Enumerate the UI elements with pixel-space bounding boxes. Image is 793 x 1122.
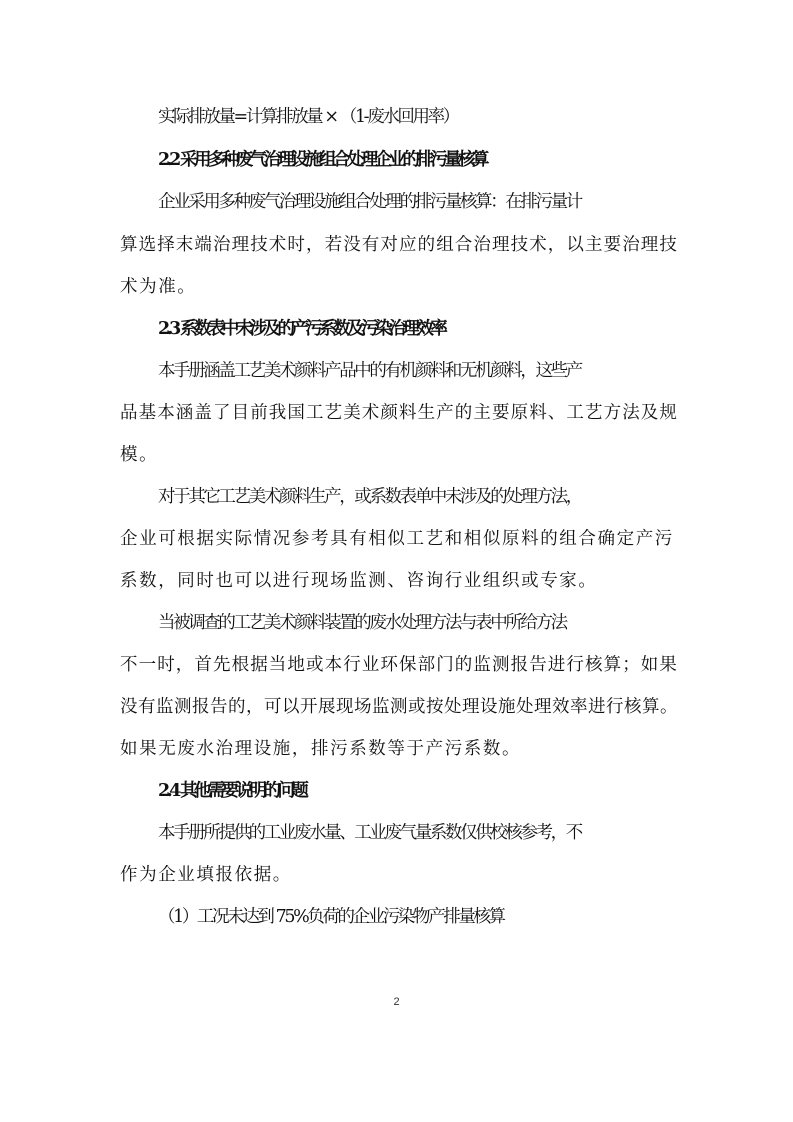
paragraph-line: 作为企业填报依据。	[120, 865, 292, 885]
page-number: 2	[393, 996, 400, 1008]
paragraph-line: 模。	[120, 445, 159, 465]
paragraph-line: 企业采用多种废气治理设施组合处理的排污量核算：在排污量计	[158, 192, 581, 212]
section-heading-2-4: 2.4 其他需要说明的问题	[158, 781, 306, 801]
paragraph-line: 如果无废水治理设施，排污系数等于产污系数。	[120, 739, 522, 759]
section-heading-2-3: 2.3 系数表中未涉及的产污系数及污染治理效率	[158, 319, 445, 339]
paragraph-line: 企业可根据实际情况参考具有相似工艺和相似原料的组合确定产污	[120, 529, 674, 549]
formula-line: 实际排放量=计算排放量 × （1-废水回用率）	[158, 107, 458, 127]
paragraph-line: 本手册涵盖工艺美术颜料产品中的有机颜料和无机颜料，这些产	[158, 361, 581, 381]
list-item-line: （1）工况未达到 75%负荷的企业污染物产排量核算	[158, 907, 504, 927]
paragraph-line: 对于其它工艺美术颜料生产，或系数表单中未涉及的处理方法，	[158, 487, 581, 507]
paragraph-line: 当被调查的工艺美术颜料装置的废水处理方法与表中所给方法	[158, 613, 566, 633]
section-heading-2-2: 2.2 采用多种废气治理设施组合处理企业的排污量核算	[158, 150, 486, 170]
paragraph-line: 品基本涵盖了目前我国工艺美术颜料生产的主要原料、工艺方法及规	[120, 403, 678, 423]
paragraph-line: 不一时，首先根据当地或本行业环保部门的监测报告进行核算；如果	[120, 655, 678, 675]
paragraph-line: 算选择末端治理技术时，若没有对应的组合治理技术，以主要治理技	[120, 235, 678, 255]
paragraph-line: 没有监测报告的，可以开展现场监测或按处理设施处理效率进行核算。	[120, 697, 678, 717]
paragraph-line: 本手册所提供的工业废水量、工业废气量系数仅供校核参考，不	[158, 823, 581, 843]
paragraph-line: 术为准。	[120, 277, 197, 297]
paragraph-line: 系数，同时也可以进行现场监测、咨询行业组织或专家。	[120, 571, 598, 591]
